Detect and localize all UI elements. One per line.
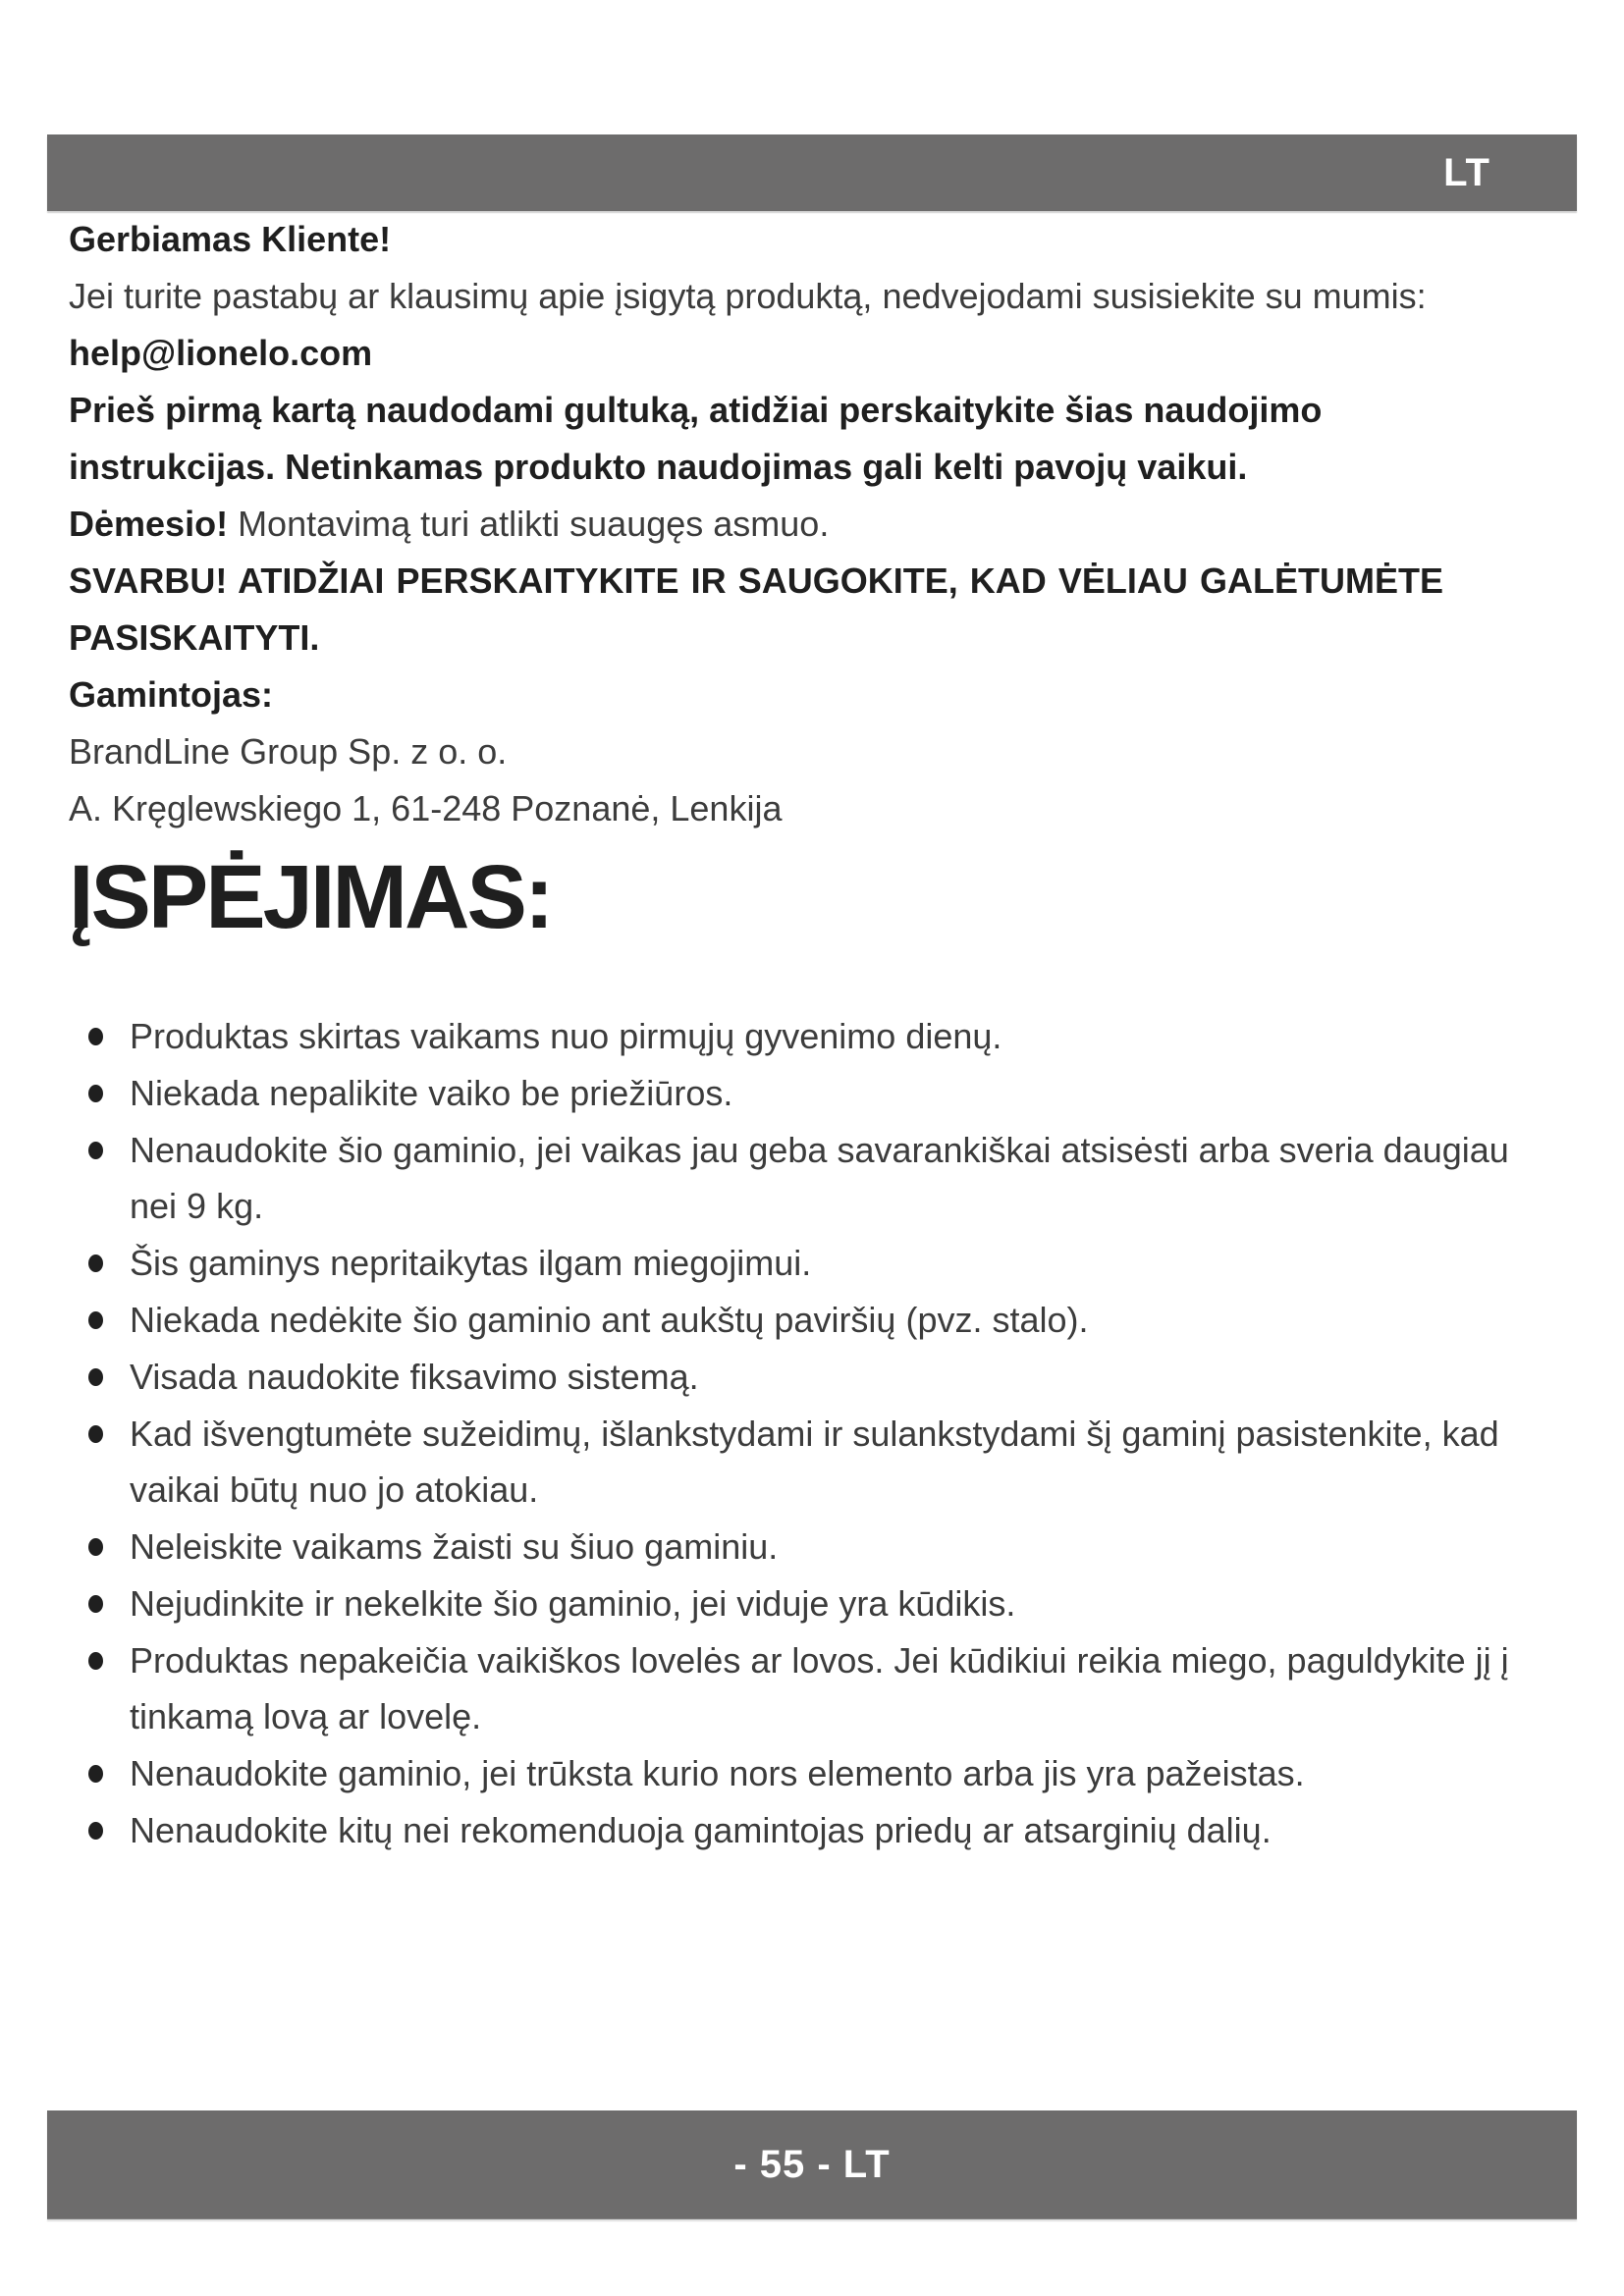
bullet-icon	[88, 1822, 103, 1840]
contact-text: Jei turite pastabų ar klausimų apie įsigytą produktą, nedvejodami susisiekite su mumis:	[69, 276, 1427, 316]
warning-list-item	[69, 1008, 1532, 1064]
contact-email: help@lionelo.com	[69, 333, 373, 373]
bullet-icon	[88, 1652, 103, 1670]
warning-list-item	[69, 1802, 1532, 1858]
bullet-icon	[88, 1311, 103, 1329]
warning-item-text: Neleiskite vaikams žaisti su šiuo gaminiu.	[130, 1525, 779, 1567]
bullet-icon	[88, 1255, 103, 1272]
bullet-icon	[88, 1765, 103, 1783]
warning-item-text: Kad išvengtumėte sužeidimų, išlankstydami ir sulankstydami šį gaminį pasistenkite, kad vaikai būtų nuo jo atokiau.	[130, 1413, 1499, 1510]
attention-label: Dėmesio!	[69, 504, 229, 544]
warning-list-item	[69, 1065, 1532, 1121]
warning-item-text: Nenaudokite šio gaminio, jei vaikas jau geba savarankiškai atsisėsti arba sveria daugiau nei 9 kg.	[130, 1129, 1509, 1226]
usage-notice: Prieš pirmą kartą naudodami gultuką, atidžiai perskaitykite šias naudojimo instrukcijas. Netinkamas produkto naudojimas gali kelti pavojų vaikui.	[69, 390, 1323, 487]
bullet-icon	[88, 1425, 103, 1443]
bullet-icon	[88, 1028, 103, 1045]
page-number: - 55 - LT	[733, 2143, 891, 2186]
warning-item-text: Visada naudokite fiksavimo sistemą.	[130, 1356, 699, 1397]
warning-list-item	[69, 1349, 1532, 1405]
warning-list-item	[69, 1519, 1532, 1575]
contact-paragraph	[69, 268, 1532, 382]
manufacturer-company: BrandLine Group Sp. z o. o.	[69, 731, 508, 772]
manufacturer-label: Gamintojas:	[69, 674, 274, 715]
warning-heading: ĮSPĖJIMAS:	[69, 847, 552, 947]
warning-list-item	[69, 1575, 1532, 1631]
greeting-title: Gerbiamas Kliente!	[69, 219, 392, 259]
warning-list	[69, 1008, 1532, 1858]
warning-list-item	[69, 1632, 1532, 1744]
warning-item-text: Produktas nepakeičia vaikiškos lovelės ar lovos. Jei kūdikiui reikia miego, paguldykite jį į tinkamą lovą ar lovelę.	[130, 1639, 1509, 1736]
warning-item-text: Nenaudokite gaminio, jei trūksta kurio nors elemento arba jis yra pažeistas.	[130, 1752, 1305, 1793]
warning-item-text: Niekada nedėkite šio gaminio ant aukštų paviršių (pvz. stalo).	[130, 1299, 1089, 1340]
warning-item-text: Šis gaminys nepritaikytas ilgam miegojimui.	[130, 1242, 812, 1283]
footer-bar	[47, 2110, 1577, 2219]
page-content	[69, 211, 1532, 1859]
warning-item-text: Produktas skirtas vaikams nuo pirmųjų gyvenimo dienų.	[130, 1015, 1002, 1056]
warning-list-item	[69, 1235, 1532, 1291]
warning-item-text: Nejudinkite ir nekelkite šio gaminio, jei viduje yra kūdikis.	[130, 1582, 1016, 1624]
header-bar	[47, 134, 1577, 211]
attention-paragraph	[69, 496, 1532, 553]
important-notice: SVARBU! ATIDŽIAI PERSKAITYKITE IR SAUGOKITE, KAD VĖLIAU GALĖTUMĖTE PASISKAITYTI.	[69, 561, 1443, 658]
bullet-icon	[88, 1368, 103, 1386]
warning-list-item	[69, 1745, 1532, 1801]
language-tag: LT	[1443, 150, 1490, 194]
bullet-icon	[88, 1595, 103, 1613]
bullet-icon	[88, 1142, 103, 1159]
bullet-icon	[88, 1538, 103, 1556]
manufacturer-address: A. Kręglewskiego 1, 61-248 Poznanė, Lenkija	[69, 788, 783, 828]
warning-item-text: Nenaudokite kitų nei rekomenduoja gamintojas priedų ar atsarginių dalių.	[130, 1809, 1272, 1850]
warning-item-text: Niekada nepalikite vaiko be priežiūros.	[130, 1072, 733, 1113]
warning-list-item	[69, 1292, 1532, 1348]
attention-text: Montavimą turi atlikti suaugęs asmuo.	[228, 504, 830, 544]
warning-list-item	[69, 1406, 1532, 1518]
warning-list-item	[69, 1122, 1532, 1234]
bullet-icon	[88, 1085, 103, 1102]
